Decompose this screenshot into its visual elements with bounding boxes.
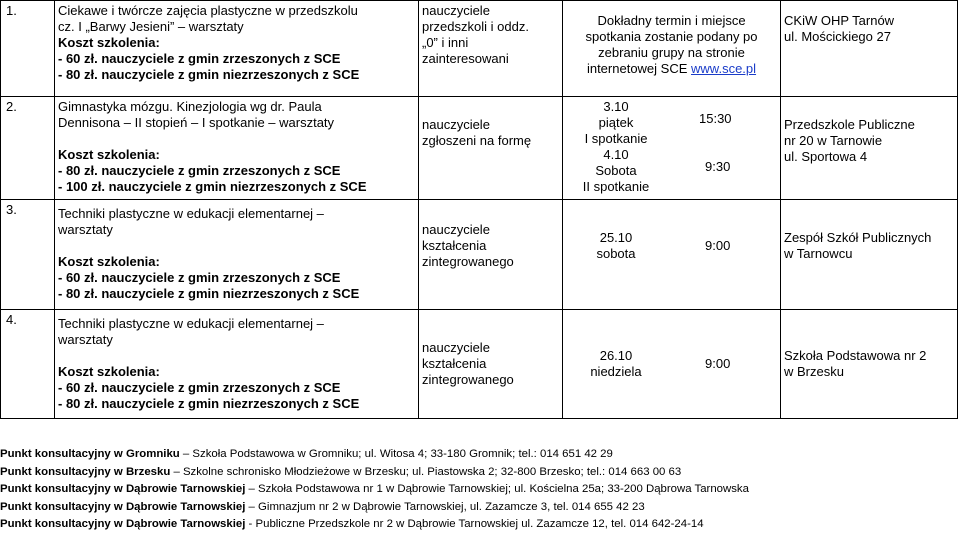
place-line: CKiW OHP Tarnów: [784, 13, 895, 28]
audience-line: zainteresowani: [422, 51, 509, 66]
course-title: cz. I „Barwy Jesieni” – warsztaty: [58, 19, 244, 34]
cost-line: - 60 zł. nauczyciele z gmin zrzeszonych z SCE: [58, 380, 341, 395]
date-line: spotkania zostanie podany po: [585, 29, 758, 44]
audience-line: zintegrowanego: [422, 372, 514, 387]
audience-line: nauczyciele: [422, 222, 490, 237]
place-cell: [781, 1, 958, 97]
audience-cell: [419, 310, 563, 419]
place-cell: [781, 200, 958, 310]
point-label: Punkt konsultacyjny w Dąbrowie Tarnowskiej: [0, 518, 246, 530]
date-line: Sobota: [595, 163, 637, 178]
table-row: [1, 1, 958, 97]
place-line: ul. Mościckiego 27: [784, 29, 891, 44]
date-line: II spotkanie: [582, 179, 650, 194]
cost-label: Koszt szkolenia:: [58, 35, 160, 50]
row-number: 4.: [1, 310, 55, 419]
date-line: niedziela: [590, 364, 642, 379]
table-row: [1, 310, 958, 419]
course-title: Gimnastyka mózgu. Kinezjologia wg dr. Paula: [58, 99, 322, 114]
time-value: 9:00: [705, 356, 731, 371]
consultation-point: [0, 499, 959, 517]
place-line: ul. Sportowa 4: [784, 149, 868, 164]
consultation-points: [0, 446, 959, 534]
consultation-point: [0, 516, 959, 534]
place-line: w Brzesku: [784, 364, 844, 379]
audience-line: kształcenia: [422, 238, 487, 253]
point-details: - Publiczne Przedszkole nr 2 w Dąbrowie Tarnowskiej ul. Zazamcze 12, tel. 014 642-24-14: [245, 518, 704, 530]
audience-line: nauczyciele: [422, 340, 490, 355]
date-cell: [563, 310, 781, 419]
date-line: Dokładny termin i miejsce: [597, 13, 746, 28]
place-line: nr 20 w Tarnowie: [784, 133, 883, 148]
place-line: Zespół Szkół Publicznych: [784, 230, 932, 245]
row-number: 2.: [1, 97, 55, 200]
point-label: Punkt konsultacyjny w Dąbrowie Tarnowskiej: [0, 500, 246, 513]
date-cell: [563, 200, 781, 310]
place-cell: [781, 97, 958, 200]
cost-line: - 80 zł. nauczyciele z gmin niezrzeszonych z SCE: [58, 286, 360, 301]
cost-line: - 80 zł. nauczyciele z gmin zrzeszonych z SCE: [58, 163, 341, 178]
place-line: w Tarnowcu: [784, 246, 853, 261]
audience-cell: [419, 200, 563, 310]
point-details: – Gimnazjum nr 2 w Dąbrowie Tarnowskiej, ul. Zazamcze 3, tel. 014 655 42 23: [245, 500, 645, 513]
course-title: Techniki plastyczne w edukacji elementarnej –: [58, 316, 324, 331]
cost-line: - 60 zł. nauczyciele z gmin zrzeszonych z SCE: [58, 51, 341, 66]
cost-label: Koszt szkolenia:: [58, 147, 160, 162]
time-value: 15:30: [699, 111, 732, 126]
point-details: – Szkoła Podstawowa w Gromniku; ul. Witosa 4; 33-180 Gromnik; tel.: 014 651 42 29: [179, 448, 613, 460]
audience-line: przedszkoli i oddz.: [422, 19, 529, 34]
course-title: Ciekawe i twórcze zajęcia plastyczne w przedszkolu: [58, 3, 358, 18]
point-details: – Szkoła Podstawowa nr 1 w Dąbrowie Tarnowskiej; ul. Kościelna 25a; 33-200 Dąbrowa Tarnowska: [245, 483, 749, 495]
place-line: Przedszkole Publiczne: [784, 117, 915, 132]
course-cell: [55, 200, 419, 310]
date-cell: [563, 97, 781, 200]
cost-line: - 60 zł. nauczyciele z gmin zrzeszonych z SCE: [58, 270, 341, 285]
time-value: 9:30: [705, 159, 731, 174]
row-number: 1.: [1, 1, 55, 97]
audience-cell: [419, 1, 563, 97]
link-prefix: internetowej SCE: [586, 61, 692, 76]
date-line: zebraniu grupy na stronie: [598, 45, 745, 60]
audience-line: nauczyciele: [422, 117, 490, 132]
date-cell: [563, 1, 781, 97]
course-cell: [55, 310, 419, 419]
course-cell: [55, 97, 419, 200]
audience-cell: [419, 97, 563, 200]
consultation-point: [0, 481, 959, 499]
audience-line: zgłoszeni na formę: [422, 133, 532, 148]
place-cell: [781, 310, 958, 419]
point-label: Punkt konsultacyjny w Brzesku: [0, 465, 171, 478]
table-row: [1, 97, 958, 200]
audience-line: zintegrowanego: [422, 254, 514, 269]
date-line: 26.10: [599, 348, 633, 363]
consultation-point: [0, 464, 959, 482]
date-line: piątek: [598, 115, 634, 130]
course-title: warsztaty: [58, 222, 113, 237]
course-title: warsztaty: [58, 332, 113, 347]
point-label: Punkt konsultacyjny w Dąbrowie Tarnowskiej: [0, 483, 246, 495]
date-line: 25.10: [599, 230, 633, 245]
cost-label: Koszt szkolenia:: [58, 254, 160, 269]
cost-line: - 100 zł. nauczyciele z gmin niezrzeszonych z SCE: [58, 179, 367, 194]
course-title: Dennisona – II stopień – I spotkanie – warsztaty: [58, 115, 335, 130]
table-row: [1, 200, 958, 310]
row-number: 3.: [1, 200, 55, 310]
point-details: – Szkolne schronisko Młodzieżowe w Brzesku; ul. Piastowska 2; 32-800 Brzesko; tel.: 014 663 00 63: [170, 465, 682, 478]
date-line: sobota: [596, 246, 636, 261]
point-label: Punkt konsultacyjny w Gromniku: [0, 448, 180, 460]
course-cell: [55, 1, 419, 97]
date-line: [566, 61, 777, 77]
consultation-point: [0, 446, 959, 464]
date-line: 4.10: [603, 147, 629, 162]
place-line: Szkoła Podstawowa nr 2: [784, 348, 927, 363]
time-value: 9:00: [705, 238, 731, 253]
cost-line: - 80 zł. nauczyciele z gmin niezrzeszonych z SCE: [58, 67, 360, 82]
cost-line: - 80 zł. nauczyciele z gmin niezrzeszonych z SCE: [58, 396, 360, 411]
audience-line: nauczyciele: [422, 3, 490, 18]
date-line: 3.10: [603, 99, 629, 114]
audience-line: kształcenia: [422, 356, 487, 371]
course-title: Techniki plastyczne w edukacji elementarnej –: [58, 206, 324, 221]
sce-website-link[interactable]: www.sce.pl: [691, 61, 757, 76]
cost-label: Koszt szkolenia:: [58, 364, 160, 379]
date-line: I spotkanie: [584, 131, 648, 146]
audience-line: „0” i inni: [422, 35, 469, 50]
